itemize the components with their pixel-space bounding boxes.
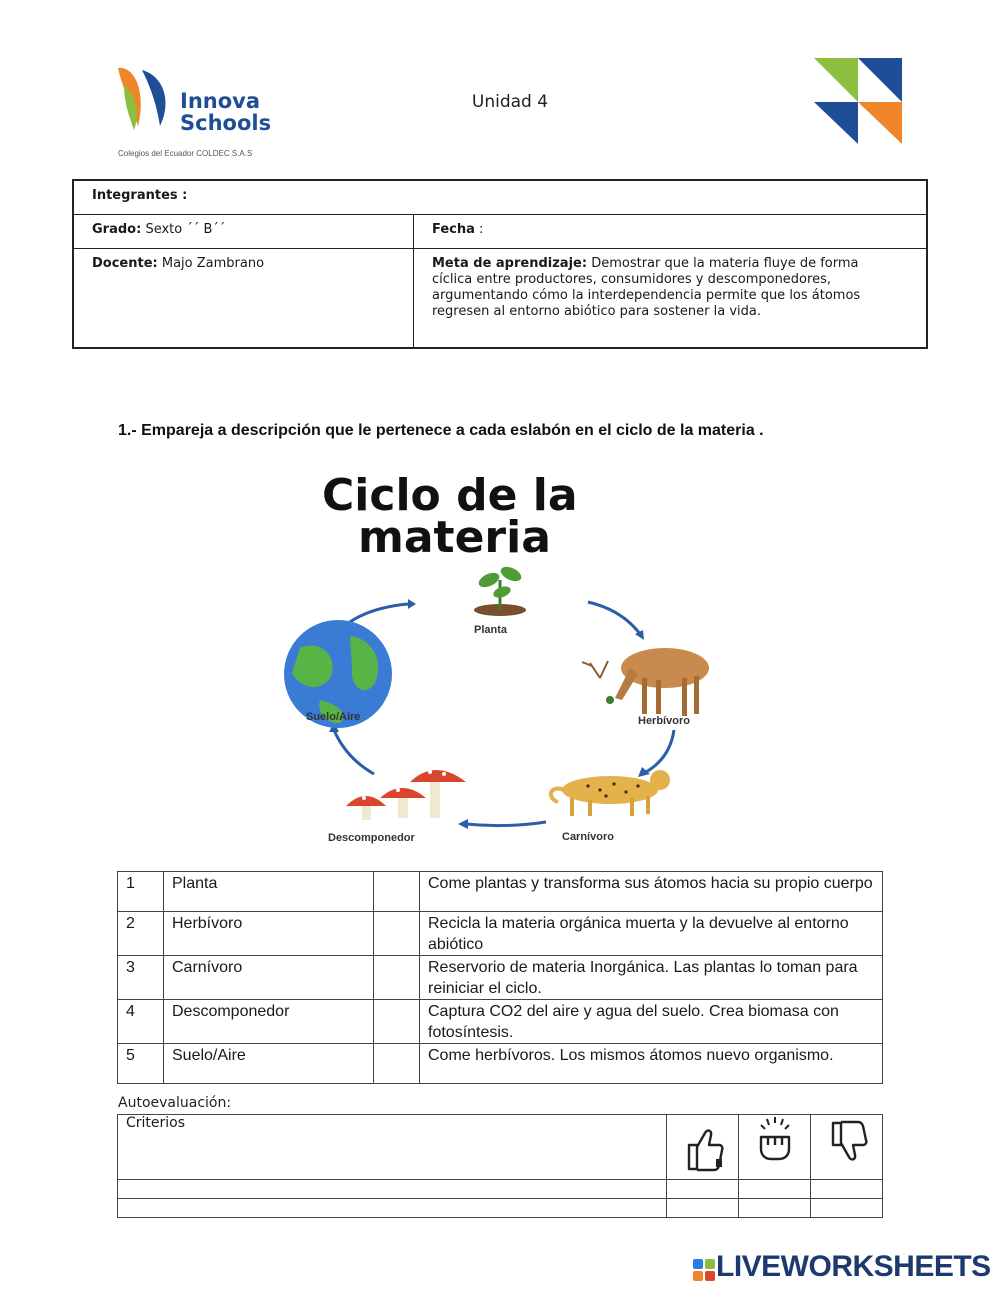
arrow-herbivore-to-carnivore	[646, 730, 674, 772]
fecha-label: Fecha	[432, 222, 475, 237]
label-suelo-aire: Suelo/Aire	[306, 711, 361, 723]
match-term: Carnívoro	[164, 956, 374, 1000]
eval-cell[interactable]	[739, 1180, 811, 1199]
label-herbivoro: Herbívoro	[638, 715, 690, 727]
grado-value: Sexto ´´ B´´	[145, 222, 226, 237]
docente-meta-row	[74, 249, 926, 347]
grado-label: Grado:	[92, 222, 142, 237]
eval-cell[interactable]	[811, 1180, 883, 1199]
label-descomponedor: Descomponedor	[328, 832, 415, 844]
match-term: Herbívoro	[164, 912, 374, 956]
match-description: Come plantas y transforma sus átomos hacia su propio cuerpo	[420, 872, 883, 912]
docente-label: Docente:	[92, 256, 158, 271]
liveworksheets-brand: LIVEWORKSHEETS	[716, 1250, 991, 1283]
logo-wordmark: Innova Schools	[180, 89, 272, 135]
plant-illustration	[474, 564, 526, 616]
match-term: Planta	[164, 872, 374, 912]
match-term: Suelo/Aire	[164, 1044, 374, 1084]
match-number: 3	[118, 956, 164, 1000]
decomposer-mushrooms-illustration	[346, 770, 466, 820]
match-description: Reservorio de materia Inorgánica. Las plantas lo toman para reiniciar el ciclo.	[420, 956, 883, 1000]
criteria-cell[interactable]	[118, 1180, 667, 1199]
eval-cell[interactable]	[811, 1199, 883, 1218]
corner-triangles-logo	[812, 56, 904, 146]
match-number: 5	[118, 1044, 164, 1084]
integrantes-label: Integrantes :	[92, 188, 188, 203]
match-row	[118, 872, 883, 912]
arrow-carnivore-to-decomposer	[466, 822, 546, 826]
match-number: 1	[118, 872, 164, 912]
arrow-decomposer-to-soil	[334, 730, 374, 774]
match-description: Come herbívoros. Los mismos átomos nuevo organismo.	[420, 1044, 883, 1084]
match-answer-blank[interactable]	[374, 1000, 420, 1044]
unit-title: Unidad 4	[471, 92, 549, 112]
diagram-title-line1: Ciclo de la	[322, 470, 578, 521]
grado-fecha-row	[74, 215, 926, 249]
match-answer-blank[interactable]	[374, 912, 420, 956]
match-answer-blank[interactable]	[374, 1044, 420, 1084]
raised-fist-icon	[753, 1117, 797, 1169]
label-carnivoro: Carnívoro	[562, 831, 614, 843]
question-1: 1.- Empareja a descripción que le pertenece a cada eslabón en el ciclo de la materia .	[118, 422, 764, 439]
self-eval-label: Autoevaluación:	[118, 1095, 232, 1111]
match-row	[118, 1000, 883, 1044]
match-row	[118, 912, 883, 956]
criteria-cell[interactable]	[118, 1199, 667, 1218]
match-description: Captura CO2 del aire y agua del suelo. Crea biomasa con fotosíntesis.	[420, 1000, 883, 1044]
arrow-plant-to-herbivore	[588, 602, 640, 634]
logo-subtitle: Colegios del Ecuador COLDEC S.A.S	[118, 149, 253, 158]
match-term: Descomponedor	[164, 1000, 374, 1044]
meta-value: Demostrar que la materia fluye de forma cíclica entre productores, consumidores y descomponedores, argumentando cómo la interdependencia permite que los átomos regresen al entorno abiótico para sostener la vida.	[432, 256, 861, 319]
liveworksheets-icon	[693, 1259, 715, 1281]
matter-cycle-diagram	[270, 468, 740, 853]
match-row	[118, 1044, 883, 1084]
match-answer-blank[interactable]	[374, 956, 420, 1000]
thumbs-up-icon	[681, 1123, 725, 1175]
carnivore-cheetah-illustration	[551, 770, 670, 816]
match-answer-blank[interactable]	[374, 872, 420, 912]
integrantes-row	[74, 181, 926, 215]
match-row	[118, 956, 883, 1000]
student-info-table	[72, 179, 928, 349]
eval-cell[interactable]	[667, 1180, 739, 1199]
match-number: 4	[118, 1000, 164, 1044]
criteria-header: Criterios	[118, 1115, 667, 1180]
matching-table	[117, 871, 883, 1084]
docente-value: Majo Zambrano	[161, 256, 265, 271]
herbivore-deer-illustration	[582, 648, 709, 716]
self-eval-table	[117, 1114, 883, 1218]
match-number: 2	[118, 912, 164, 956]
eval-cell[interactable]	[739, 1199, 811, 1218]
match-description: Recicla la materia orgánica muerta y la devuelve al entorno abiótico	[420, 912, 883, 956]
eval-cell[interactable]	[667, 1199, 739, 1218]
thumbs-down-icon	[825, 1119, 869, 1171]
label-planta: Planta	[474, 624, 508, 636]
fecha-value: :	[479, 222, 484, 237]
diagram-title-line2: materia	[358, 512, 551, 563]
meta-label: Meta de aprendizaje:	[432, 256, 588, 271]
